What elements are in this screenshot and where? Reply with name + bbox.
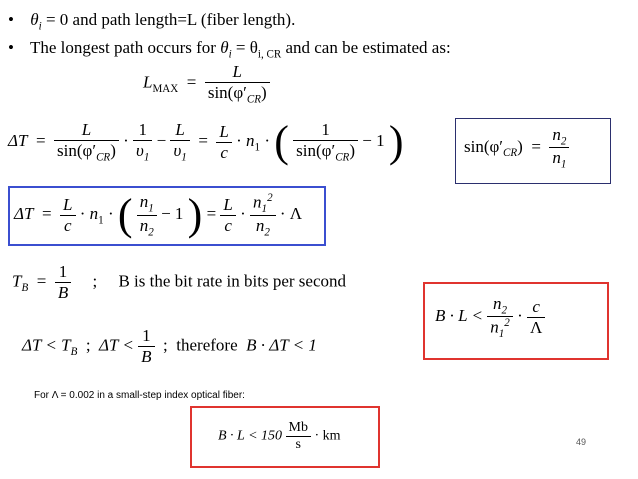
- numerator: L: [223, 194, 233, 214]
- den-text: υ: [173, 141, 182, 161]
- final-lhs: B · L < 150: [218, 428, 283, 444]
- equals: =: [531, 136, 541, 156]
- bl-lhs: B · L <: [435, 306, 484, 326]
- bullet-dot: •: [8, 10, 14, 29]
- bullet-2: [8, 38, 451, 60]
- bullet-2-text: and can be estimated as:: [281, 38, 451, 57]
- semicolon: ;: [163, 335, 168, 355]
- num-sub: 1: [261, 203, 268, 216]
- delta-t-equation: [8, 117, 404, 166]
- tb-lhs: T: [12, 271, 22, 291]
- denominator: [137, 215, 157, 238]
- bl-result-box: [423, 282, 609, 360]
- right-paren: ): [388, 117, 404, 166]
- sin-text: sin(φ′: [464, 136, 504, 156]
- one-over-b: [55, 262, 71, 303]
- den-text: n: [552, 148, 561, 168]
- theta-cr-subscript: i, CR: [257, 48, 282, 61]
- page-number: 49: [576, 437, 587, 447]
- right-paren: ): [187, 190, 203, 240]
- semicolon: ;: [92, 271, 98, 291]
- numerator: [487, 294, 513, 316]
- numerator: [250, 192, 276, 215]
- denominator: s: [286, 436, 311, 453]
- denominator: [487, 316, 513, 340]
- denominator: [250, 215, 276, 238]
- l-over-c: [60, 195, 75, 236]
- theta-symbol: θ: [220, 38, 229, 57]
- den-sub: CR: [335, 151, 350, 164]
- denominator: [205, 82, 270, 105]
- denominator: [293, 140, 358, 163]
- bullet-dot: •: [8, 38, 14, 57]
- dot: ·: [107, 204, 114, 224]
- n-sub: 1: [98, 214, 104, 227]
- delta-t: ΔT: [14, 204, 34, 224]
- numerator: 1: [321, 120, 330, 140]
- num-text: n: [493, 294, 502, 313]
- minus-one: − 1: [161, 204, 184, 224]
- tb-sub: B: [21, 281, 29, 294]
- delta-t: ΔT: [8, 130, 28, 150]
- numerator: L: [175, 120, 185, 140]
- ineq-b: ΔT <: [99, 335, 134, 355]
- theta-subscript: i: [228, 48, 232, 61]
- lmax-lhs: L: [143, 72, 153, 92]
- numerator: 1: [58, 262, 68, 281]
- fraction-5: [293, 120, 358, 163]
- denominator: [549, 147, 569, 170]
- equals: =: [206, 204, 217, 224]
- sin-close: ): [517, 136, 523, 156]
- dot: ·: [517, 306, 523, 326]
- den-text: sin(φ′: [57, 141, 97, 161]
- lmax-equation: [143, 62, 270, 105]
- numerator: [137, 192, 157, 214]
- numerator: 1: [138, 120, 147, 140]
- fraction-1: [54, 120, 119, 163]
- equals: =: [35, 130, 46, 150]
- denominator: [54, 140, 119, 163]
- fraction-3: [170, 120, 189, 163]
- denominator: c: [60, 215, 75, 236]
- lmax-sub: MAX: [152, 83, 179, 95]
- equals: =: [41, 204, 52, 224]
- denominator: c: [220, 215, 235, 236]
- numerator: L: [219, 121, 229, 141]
- n-sub: 1: [254, 141, 261, 154]
- lambda: Λ: [289, 204, 303, 224]
- n2-over-n1: [549, 125, 569, 171]
- denominator: B: [55, 282, 71, 303]
- den-text: n: [255, 216, 265, 236]
- bullet-1-text: = 0 and path length=L (fiber length).: [45, 10, 296, 29]
- den-close: ): [110, 141, 116, 161]
- den-sub: 1: [560, 158, 567, 171]
- c-over-lambda: [527, 297, 545, 338]
- mb-over-s: [286, 420, 311, 453]
- fraction-4: [216, 122, 231, 163]
- theta-subscript: i: [38, 20, 42, 33]
- ineq-a: ΔT < T: [22, 335, 71, 355]
- tb-equation: [12, 262, 346, 303]
- bit-rate-definition: B is the bit rate in bits per second: [118, 271, 347, 291]
- one-over-b: [138, 326, 154, 367]
- numerator: c: [532, 296, 540, 316]
- den-sub: CR: [246, 93, 261, 106]
- denominator: B: [138, 346, 154, 367]
- den-sub: 2: [148, 226, 154, 239]
- den-sub: 1: [498, 328, 505, 341]
- l-over-c-2: [220, 195, 235, 236]
- semicolon: ;: [85, 335, 91, 355]
- n: n: [89, 204, 99, 224]
- den-text: υ: [136, 141, 144, 161]
- left-paren: (: [117, 190, 133, 240]
- num-sup: 2: [267, 192, 273, 204]
- dot: ·: [264, 130, 270, 150]
- equals: =: [198, 130, 208, 150]
- sin-sub: CR: [503, 147, 518, 160]
- numerator: [549, 125, 569, 147]
- left-paren: (: [274, 117, 289, 166]
- den-sub: 1: [181, 151, 187, 164]
- den-sup: 2: [504, 317, 510, 330]
- numerator: L: [63, 194, 73, 214]
- dot: ·: [240, 204, 246, 224]
- numerator: L: [232, 62, 242, 81]
- unit-km: · km: [314, 428, 341, 444]
- dot: ·: [279, 204, 286, 224]
- num-sub: 2: [501, 304, 508, 317]
- den-text: n: [490, 318, 499, 338]
- dot: ·: [123, 130, 129, 150]
- bullet-1: [8, 10, 295, 32]
- den-sub: 2: [264, 226, 270, 239]
- denominator: c: [216, 142, 231, 163]
- n2-over-n1sq: [487, 294, 513, 340]
- num-text: n: [139, 192, 149, 212]
- denominator: [170, 140, 189, 163]
- fraction-2: [133, 120, 152, 163]
- num-text: n: [552, 125, 561, 144]
- lmax-fraction: [205, 62, 270, 105]
- den-close: ): [261, 83, 267, 102]
- minus: −: [156, 130, 167, 150]
- den-text: sin(φ′: [207, 83, 247, 102]
- ineq-a-sub: B: [70, 345, 78, 358]
- denominator: [133, 140, 152, 163]
- theta-symbol: θ: [30, 10, 39, 29]
- den-sub: CR: [96, 151, 111, 164]
- denominator: Λ: [527, 317, 545, 338]
- den-text: sin(φ′: [296, 141, 336, 161]
- minus-one: − 1: [362, 130, 385, 150]
- final-result-box: [190, 406, 380, 468]
- inequality-line: [22, 326, 317, 367]
- num-sub: 2: [560, 135, 567, 148]
- den-sub: 1: [143, 151, 150, 164]
- den-close: ): [349, 141, 355, 161]
- n1sq-over-n2: [250, 192, 276, 238]
- delta-t-result-box: [8, 186, 326, 246]
- dot: ·: [79, 204, 86, 224]
- dot: ·: [236, 130, 242, 150]
- n1-over-n2: [137, 192, 157, 238]
- theta-cr: = θ: [231, 38, 258, 57]
- n: n: [246, 130, 255, 150]
- den-text: n: [139, 215, 149, 235]
- note-text: For Λ = 0.002 in a small-step index optical fiber:: [34, 390, 245, 401]
- sin-phi-box: [455, 118, 611, 184]
- numerator: Mb: [288, 420, 308, 435]
- numerator: L: [81, 120, 92, 140]
- num-text: n: [253, 192, 262, 212]
- equals: =: [186, 72, 197, 92]
- therefore: therefore: [176, 335, 238, 355]
- ineq-c: B · ΔT < 1: [246, 335, 317, 355]
- bullet-2-pre: The longest path occurs for: [29, 38, 221, 57]
- num-sub: 1: [148, 202, 154, 215]
- equals: =: [36, 271, 47, 291]
- numerator: 1: [142, 326, 151, 345]
